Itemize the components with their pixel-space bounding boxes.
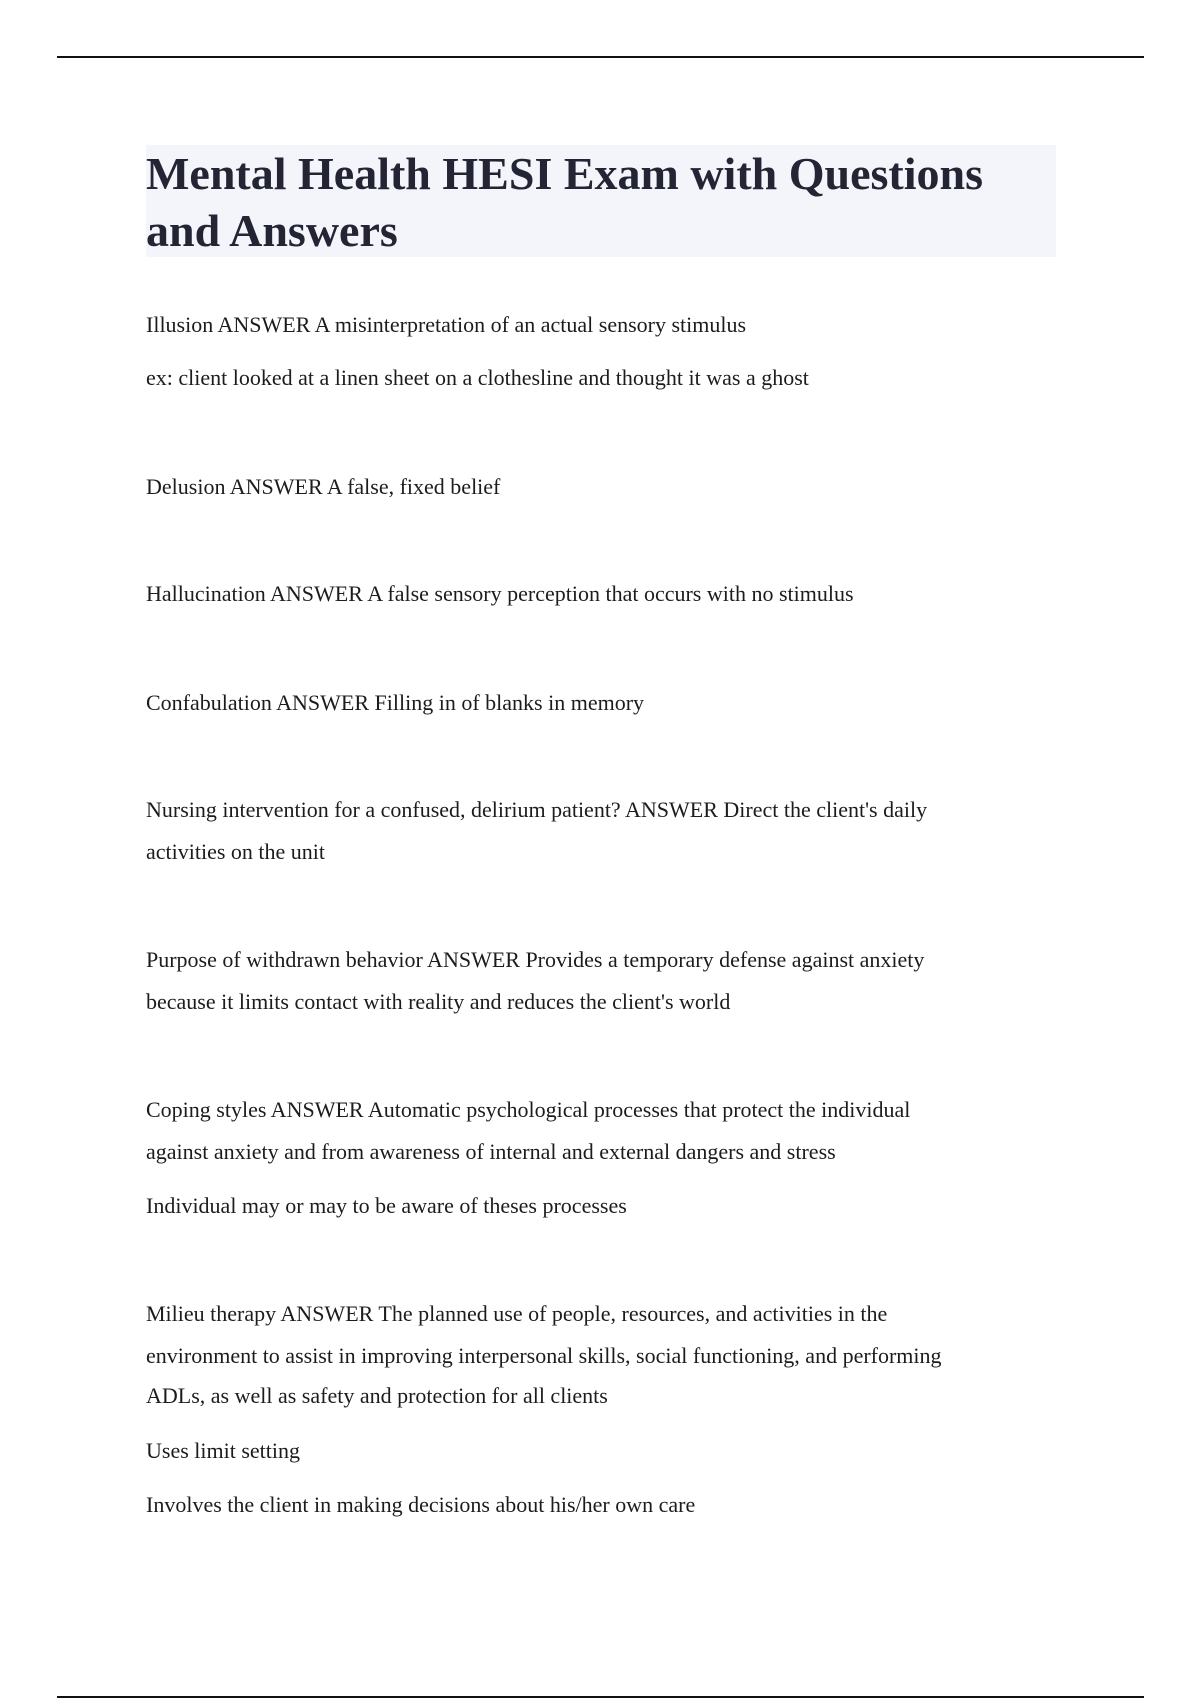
- text-line: activities on the unit: [146, 839, 326, 864]
- text-line: Milieu therapy ANSWER The planned use of people, resources, and activities in the: [146, 1301, 888, 1326]
- text-line: against anxiety and from awareness of internal and external dangers and stress: [146, 1139, 836, 1164]
- text-line: environment to assist in improving interpersonal skills, social functioning, and performing: [146, 1343, 942, 1368]
- text-line: ADLs, as well as safety and protection for all clients: [146, 1383, 608, 1408]
- title-line-2: and Answers: [146, 205, 398, 256]
- text-line: Nursing intervention for a confused, delirium patient? ANSWER Direct the client's daily: [146, 797, 928, 822]
- text-line: Involves the client in making decisions about his/her own care: [146, 1492, 696, 1517]
- text-line: ex: client looked at a linen sheet on a clothesline and thought it was a ghost: [146, 365, 809, 390]
- text-line: Delusion ANSWER A false, fixed belief: [146, 474, 501, 499]
- top-rule: [57, 56, 1144, 58]
- bottom-rule: [57, 1696, 1144, 1698]
- text-line: Coping styles ANSWER Automatic psychological processes that protect the individual: [146, 1097, 911, 1122]
- text-line: because it limits contact with reality and reduces the client's world: [146, 989, 731, 1014]
- text-line: Uses limit setting: [146, 1438, 300, 1463]
- title-line-1: Mental Health HESI Exam with Questions: [146, 148, 984, 199]
- text-line: Confabulation ANSWER Filling in of blanks in memory: [146, 690, 645, 715]
- text-line: Purpose of withdrawn behavior ANSWER Provides a temporary defense against anxiety: [146, 947, 925, 972]
- document-title: [146, 145, 1056, 257]
- text-line: Illusion ANSWER A misinterpretation of an actual sensory stimulus: [146, 312, 747, 337]
- text-line: Hallucination ANSWER A false sensory perception that occurs with no stimulus: [146, 581, 854, 606]
- text-line: Individual may or may to be aware of theses processes: [146, 1193, 627, 1218]
